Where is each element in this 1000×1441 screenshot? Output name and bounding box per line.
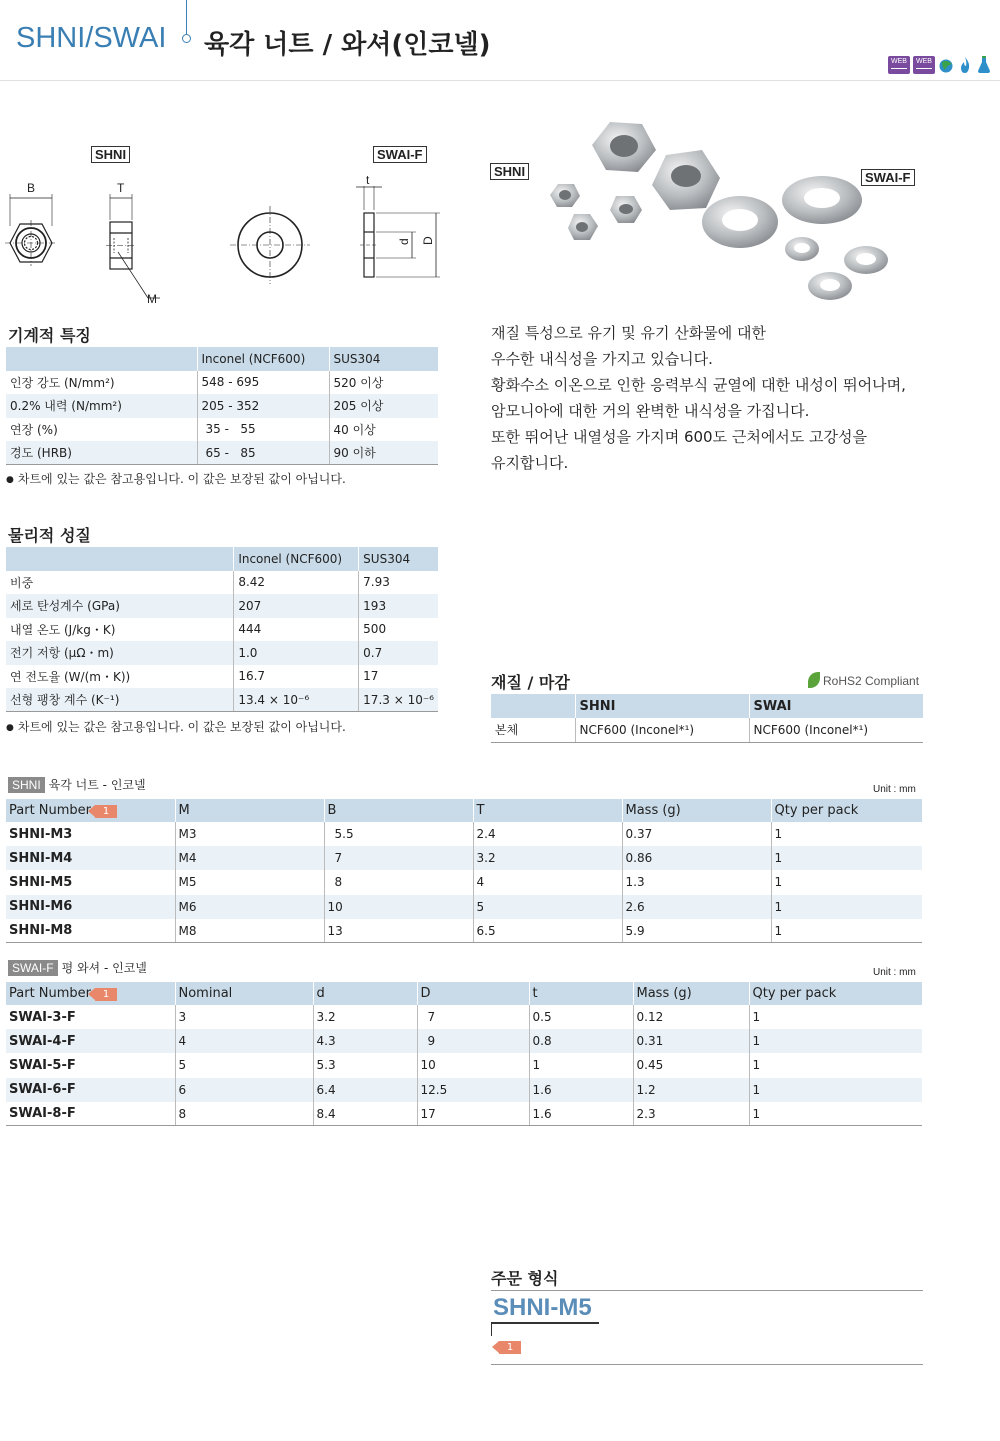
nut-large-2 <box>652 150 720 210</box>
washer-small-2 <box>844 246 888 274</box>
cell: 8.42 <box>234 571 359 595</box>
cell: 1.3 <box>622 870 771 894</box>
row-label: 선형 팽창 계수 (K⁻¹) <box>6 688 234 712</box>
rohs-badge <box>808 672 919 688</box>
header-cell: SUS304 <box>359 547 438 571</box>
product-photo <box>530 110 900 310</box>
cell: M8 <box>175 919 324 943</box>
cell: 1 <box>771 822 922 846</box>
table-row <box>6 1005 922 1029</box>
drawing-label-shni: SHNI <box>91 146 130 163</box>
dim-label-B: B <box>27 181 36 195</box>
part-number[interactable]: SHNI-M6 <box>6 895 175 919</box>
description-line: 유지합니다. <box>491 454 569 472</box>
header-dot <box>182 34 191 43</box>
cell: 520 이상 <box>329 371 438 395</box>
header-cell: Qty per pack <box>771 799 922 822</box>
header-cell: Part Number 1 <box>6 799 175 822</box>
washer-large-2 <box>782 176 862 224</box>
dim-label-t: t <box>366 173 370 187</box>
part-number[interactable]: SWAI-4-F <box>6 1029 175 1053</box>
cell: 1.0 <box>234 641 359 665</box>
cell: 1 <box>749 1029 922 1053</box>
header-rule <box>0 80 1000 81</box>
cell: 500 <box>359 618 438 642</box>
cell: 444 <box>234 618 359 642</box>
cell: 5 <box>175 1053 313 1077</box>
part-number[interactable]: SHNI-M4 <box>6 846 175 870</box>
cell: 6.4 <box>313 1078 417 1102</box>
cell: 1 <box>749 1005 922 1029</box>
cell: 1 <box>771 870 922 894</box>
header-cell: Inconel (NCF600) <box>197 347 329 371</box>
description-line: 암모니아에 대한 거의 완벽한 내식성을 가집니다. <box>491 402 810 420</box>
dimension-drawing <box>0 170 460 310</box>
table-title: 평 와셔 - 인코넬 <box>61 961 147 975</box>
table-header-row <box>491 694 923 718</box>
table-row <box>6 1102 922 1126</box>
table-header-row <box>6 347 438 371</box>
hex-nut-side-view <box>106 194 160 298</box>
part-number[interactable]: SWAI-6-F <box>6 1078 175 1102</box>
cell: 4 <box>473 870 622 894</box>
table-header-row <box>6 982 922 1005</box>
web-badge-icon[interactable]: WEB <box>913 56 935 74</box>
divider <box>491 1290 923 1291</box>
row-label: 연 전도율 (W/(m・K)) <box>10 669 131 684</box>
rohs-label: RoHS2 Compliant <box>823 674 920 688</box>
cell: 13.4 × 10⁻⁶ <box>234 688 359 712</box>
cell: 12.5 <box>417 1078 529 1102</box>
washer-front-view <box>230 206 310 284</box>
cell: 1 <box>771 846 922 870</box>
header-cell <box>6 347 197 371</box>
hex-nut-front-view <box>5 194 57 266</box>
marker-1-icon: 1 <box>95 988 117 1001</box>
table-header-row <box>6 547 438 571</box>
drawing-label-swai: SWAI-F <box>373 146 427 163</box>
table-row <box>6 688 438 712</box>
row-label: 인장 강도 (N/mm²) <box>10 375 115 390</box>
cell: 207 <box>234 594 359 618</box>
cell: 205 - 352 <box>197 394 329 418</box>
cell: 65 - 85 <box>197 441 329 465</box>
physical-heading: 물리적 성질 <box>8 526 91 545</box>
material-table <box>491 694 923 743</box>
row-label: 세로 탄성계수 (GPa) <box>6 594 234 618</box>
cell: 7.93 <box>359 571 438 595</box>
cell: 1 <box>771 919 922 943</box>
cell: NCF600 (Inconel*¹) <box>749 718 923 742</box>
cell: 5.3 <box>313 1053 417 1077</box>
nut-small-1 <box>550 184 580 207</box>
nut-small-2 <box>610 196 642 223</box>
cell: 13 <box>324 919 473 943</box>
cell: M5 <box>175 870 324 894</box>
table-row <box>6 919 922 943</box>
order-example: SHNI-M5 <box>493 1294 592 1321</box>
photo-label-swai: SWAI-F <box>861 169 915 186</box>
flask-icon <box>976 56 992 74</box>
row-label: 전기 저항 (μΩ・m) <box>6 641 234 665</box>
flame-icon <box>957 56 973 74</box>
cell: 0.37 <box>622 822 771 846</box>
cell: 0.12 <box>633 1005 749 1029</box>
washer-small-3 <box>808 272 852 300</box>
table-row <box>6 594 438 618</box>
row-label: 경도 (HRB) <box>6 441 197 465</box>
table-row <box>6 870 922 894</box>
cell: 193 <box>359 594 438 618</box>
table-row <box>6 394 438 418</box>
washer-side-view <box>356 186 440 277</box>
header-cell: t <box>529 982 633 1005</box>
header-cell: Inconel (NCF600) <box>234 547 359 571</box>
table-row <box>6 418 438 442</box>
cell: M6 <box>175 895 324 919</box>
header-cell: T <box>473 799 622 822</box>
washer-small-1 <box>785 237 819 261</box>
mechanical-note: ● 차트에 있는 값은 참고용입니다. 이 값은 보장된 값이 아닙니다. <box>6 470 346 487</box>
unit-label: Unit : mm <box>873 784 916 795</box>
cell: 0.31 <box>633 1029 749 1053</box>
cell: 0.8 <box>529 1029 633 1053</box>
cell: 6 <box>175 1078 313 1102</box>
dim-label-d: d <box>397 238 411 245</box>
part-number[interactable]: SWAI-8-F <box>6 1102 175 1126</box>
table-row <box>6 441 438 465</box>
cell: 8 <box>324 870 473 894</box>
cell: 2.6 <box>622 895 771 919</box>
cell: 1.2 <box>633 1078 749 1102</box>
series-tag: SWAI-F <box>8 960 58 976</box>
cell: 1.6 <box>529 1078 633 1102</box>
table-title: 육각 너트 - 인코넬 <box>48 778 146 792</box>
unit-label: Unit : mm <box>873 967 916 978</box>
header-cell: Mass (g) <box>633 982 749 1005</box>
cell: 0.5 <box>529 1005 633 1029</box>
cell: 90 이하 <box>329 441 438 465</box>
feature-icons <box>888 56 992 74</box>
cell: 7 <box>417 1005 529 1029</box>
table-row <box>6 618 438 642</box>
header-cell <box>6 547 234 571</box>
description-line: 황화수소 이온으로 인한 응력부식 균열에 대한 내성이 뛰어나며, <box>491 376 906 394</box>
cell: 1 <box>529 1053 633 1077</box>
cell: 6.5 <box>473 919 622 943</box>
page-title: 육각 너트 / 와셔(인코넬) <box>204 30 491 60</box>
cell: 8.4 <box>313 1102 417 1126</box>
table-row <box>491 718 923 742</box>
table-row <box>6 1029 922 1053</box>
row-label: 비중 <box>10 575 34 590</box>
header-divider <box>186 0 187 34</box>
order-heading: 주문 형식 <box>491 1269 559 1288</box>
table-header-row <box>6 799 922 822</box>
dim-label-D: D <box>421 236 435 245</box>
dim-label-M: M <box>147 292 157 306</box>
series-tag: SHNI <box>8 777 45 793</box>
header-cell: Part Number 1 <box>6 982 175 1005</box>
series-code: SHNI/SWAI <box>16 22 167 54</box>
part-number[interactable]: SHNI-M5 <box>9 874 73 890</box>
order-underline <box>491 1322 599 1324</box>
table-row <box>6 371 438 395</box>
header-cell: M <box>175 799 324 822</box>
description-line: 우수한 내식성을 가지고 있습니다. <box>491 350 713 368</box>
washer-large-1 <box>702 196 778 248</box>
header-cell: SWAI <box>749 694 923 718</box>
table-row <box>6 1053 922 1077</box>
nut-small-3 <box>568 214 598 240</box>
table-row <box>6 665 438 689</box>
physical-table <box>6 547 438 712</box>
nut-large-1 <box>592 122 656 172</box>
part-number[interactable]: SHNI-M3 <box>9 826 73 842</box>
cell: M3 <box>175 822 324 846</box>
cell: 1.6 <box>529 1102 633 1126</box>
cell: 9 <box>417 1029 529 1053</box>
part-number[interactable]: SWAI-5-F <box>9 1057 76 1073</box>
cell: 40 이상 <box>329 418 438 442</box>
table-row <box>6 822 922 846</box>
cell: 1 <box>749 1078 922 1102</box>
cell: M4 <box>175 846 324 870</box>
cell: 3.2 <box>313 1005 417 1029</box>
part-number[interactable]: SWAI-3-F <box>9 1009 76 1025</box>
cell: 0.45 <box>633 1053 749 1077</box>
cell: 4.3 <box>313 1029 417 1053</box>
cell: 0.7 <box>359 641 438 665</box>
cell: 205 이상 <box>329 394 438 418</box>
physical-note: ● 차트에 있는 값은 참고용입니다. 이 값은 보장된 값이 아닙니다. <box>6 718 346 735</box>
table-row <box>6 571 438 595</box>
cell: 2.4 <box>473 822 622 846</box>
table-row <box>6 895 922 919</box>
header-cell: d <box>313 982 417 1005</box>
photo-label-shni: SHNI <box>490 163 529 180</box>
order-tick <box>491 1322 492 1336</box>
cell: 0.86 <box>622 846 771 870</box>
cell: 7 <box>324 846 473 870</box>
header-cell: D <box>417 982 529 1005</box>
header-cell: Mass (g) <box>622 799 771 822</box>
leaf-icon <box>808 672 820 688</box>
description-line: 재질 특성으로 유기 및 유기 산화물에 대한 <box>491 324 766 342</box>
header-cell: SUS304 <box>329 347 438 371</box>
cell: 4 <box>175 1029 313 1053</box>
mechanical-heading: 기계적 특징 <box>8 326 91 345</box>
row-label: 내열 온도 (J/kg・K) <box>10 622 116 637</box>
cell: 1 <box>771 895 922 919</box>
cell: 35 - 55 <box>197 418 329 442</box>
cell: 1 <box>749 1053 922 1077</box>
marker-1-icon: 1 <box>95 805 117 818</box>
header-cell: SHNI <box>575 694 749 718</box>
material-heading: 재질 / 마감 <box>491 673 570 692</box>
leaf-globe-icon <box>938 56 954 74</box>
shni-spec-table <box>6 799 922 943</box>
cell: 8 <box>175 1102 313 1126</box>
cell: 10 <box>417 1053 529 1077</box>
description-line: 또한 뛰어난 내열성을 가지며 600도 근처에서도 고강성을 <box>491 428 868 446</box>
cell: 16.7 <box>234 665 359 689</box>
cell: 3.2 <box>473 846 622 870</box>
table-row <box>6 1078 922 1102</box>
row-label: 0.2% 내력 (N/mm²) <box>6 394 197 418</box>
cell: 548 - 695 <box>197 371 329 395</box>
cell: 17 <box>417 1102 529 1126</box>
swai-table-title <box>8 959 147 976</box>
mechanical-table <box>6 347 438 465</box>
header-cell: B <box>324 799 473 822</box>
part-number[interactable]: SHNI-M8 <box>6 919 175 943</box>
cell: 17.3 × 10⁻⁶ <box>359 688 438 712</box>
cell: 17 <box>359 665 438 689</box>
cell: 5.5 <box>324 822 473 846</box>
divider <box>491 1364 923 1365</box>
dim-label-T: T <box>117 181 125 195</box>
swai-spec-table <box>6 982 922 1126</box>
description <box>491 320 906 476</box>
cell: 1 <box>749 1102 922 1126</box>
row-label: 본체 <box>491 718 575 742</box>
cell: 5.9 <box>622 919 771 943</box>
table-row <box>6 641 438 665</box>
cell: 3 <box>175 1005 313 1029</box>
web-badge-icon[interactable]: WEB <box>888 56 910 74</box>
cell: 10 <box>324 895 473 919</box>
table-row <box>6 846 922 870</box>
row-label: 연장 (%) <box>10 422 58 437</box>
header-cell: Nominal <box>175 982 313 1005</box>
cell: 5 <box>473 895 622 919</box>
header-cell: Qty per pack <box>749 982 922 1005</box>
cell: 2.3 <box>633 1102 749 1126</box>
cell: NCF600 (Inconel*¹) <box>575 718 749 742</box>
header-cell <box>491 694 575 718</box>
marker-1-icon: 1 <box>499 1341 521 1354</box>
shni-table-title <box>8 776 146 793</box>
